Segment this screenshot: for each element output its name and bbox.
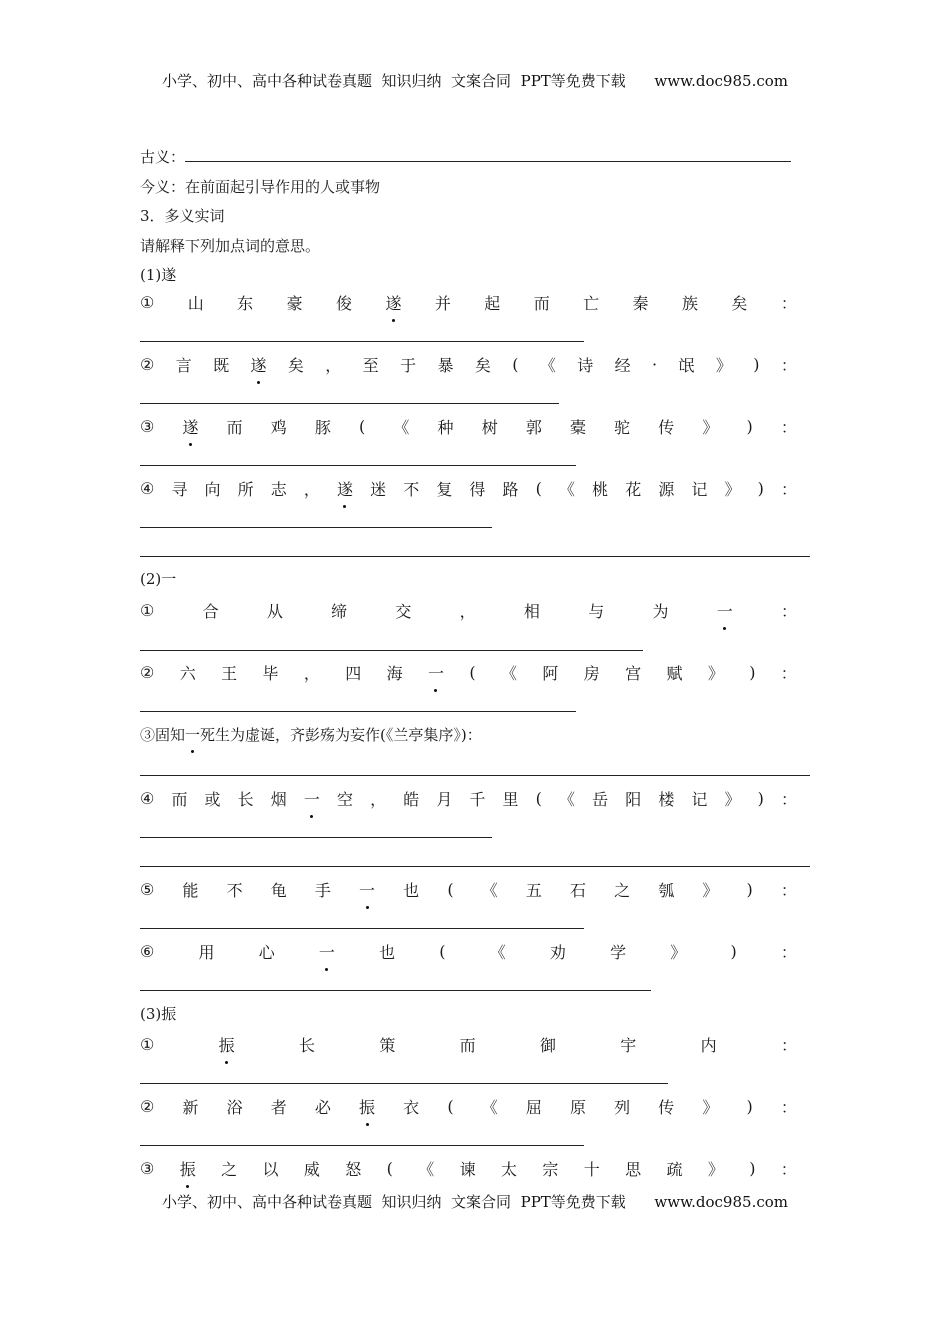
question-char: 得 xyxy=(469,479,486,499)
question-char: ： xyxy=(780,417,797,437)
question-char: 或 xyxy=(204,789,221,809)
question-char: ： xyxy=(780,663,797,683)
question-char: 策 xyxy=(379,1035,396,1055)
question-char: 》 xyxy=(707,663,724,683)
question-char: 缔 xyxy=(331,601,348,621)
dotted-word: 一 xyxy=(185,726,201,744)
question-char: 必 xyxy=(314,1097,331,1117)
answer-line[interactable] xyxy=(140,341,584,342)
question-char: 宫 xyxy=(625,663,642,683)
question-char: 郭 xyxy=(525,417,542,437)
question-char: 《 xyxy=(558,479,575,499)
answer-line[interactable] xyxy=(140,465,576,466)
question-text-before: ③固知 xyxy=(140,726,186,744)
gu-yi-label: 古义： xyxy=(140,148,186,166)
question-char: 俊 xyxy=(336,293,353,313)
question-char: ， xyxy=(370,789,387,809)
question-char: 》 xyxy=(702,880,719,900)
question-char: 豪 xyxy=(286,293,303,313)
question-char: ( xyxy=(535,788,542,808)
question-char: 暴 xyxy=(437,355,454,375)
dotted-word: 遂 xyxy=(385,291,401,314)
question-char: ( xyxy=(447,879,454,899)
dotted-word: 振 xyxy=(359,1095,375,1118)
question-text-after: 死生为虚诞，齐彭殇为妄作(《兰亭集序》)： xyxy=(200,726,482,744)
question-char: 新 xyxy=(182,1097,199,1117)
question-row xyxy=(140,598,797,622)
question-row xyxy=(140,1094,797,1118)
question-char: 劝 xyxy=(549,942,566,962)
question-char: ⑤ xyxy=(140,879,155,899)
question-char: 至 xyxy=(362,355,379,375)
answer-line[interactable] xyxy=(140,837,492,838)
question-row xyxy=(140,1156,797,1180)
question-char: 龟 xyxy=(270,880,287,900)
question-char: 山 xyxy=(187,293,204,313)
answer-line[interactable] xyxy=(140,556,810,557)
question-char: 矣 xyxy=(731,293,748,313)
dotted-word: 一 xyxy=(304,787,320,810)
question-char: 氓 xyxy=(678,355,695,375)
question-char: 不 xyxy=(226,880,243,900)
question-char: 用 xyxy=(198,942,215,962)
question-char: 原 xyxy=(569,1097,586,1117)
question-char: 《 xyxy=(539,355,556,375)
question-char: 《 xyxy=(418,1159,435,1179)
question-char: 皓 xyxy=(403,789,420,809)
question-char: 岳 xyxy=(592,789,609,809)
question-char: 合 xyxy=(202,601,219,621)
question-char: 瓠 xyxy=(658,880,675,900)
question-char: 十 xyxy=(583,1159,600,1179)
question-char: 千 xyxy=(469,789,486,809)
question-char: 烟 xyxy=(270,789,287,809)
answer-line[interactable] xyxy=(140,650,643,651)
question-char: 志 xyxy=(270,479,287,499)
question-char: ④ xyxy=(140,478,155,498)
question-char: 之 xyxy=(614,880,631,900)
answer-line[interactable] xyxy=(140,866,810,867)
question-char: 赋 xyxy=(666,663,683,683)
question-char: 长 xyxy=(298,1035,315,1055)
question-char: 《 xyxy=(393,417,410,437)
question-char: 于 xyxy=(400,355,417,375)
question-char: 既 xyxy=(213,355,230,375)
question-char: 矣 xyxy=(287,355,304,375)
question-char: 所 xyxy=(237,479,254,499)
question-char: 也 xyxy=(379,942,396,962)
question-char: ③ xyxy=(140,1158,155,1178)
gu-yi-line xyxy=(140,146,791,167)
question-char: 阳 xyxy=(625,789,642,809)
answer-line[interactable] xyxy=(140,403,559,404)
question-char: 之 xyxy=(221,1159,238,1179)
question-row xyxy=(140,877,797,901)
question-char: ③ xyxy=(140,416,155,436)
question-row xyxy=(140,414,797,438)
question-char: ： xyxy=(780,1159,797,1179)
question-char: 言 xyxy=(175,355,192,375)
question-char: 楼 xyxy=(658,789,675,809)
question-char: 宗 xyxy=(542,1159,559,1179)
question-char: 月 xyxy=(436,789,453,809)
question-char: 鸡 xyxy=(270,417,287,437)
question-char: 记 xyxy=(691,479,708,499)
question-char: 《 xyxy=(489,942,506,962)
answer-line[interactable] xyxy=(140,527,492,528)
question-char: 交 xyxy=(395,601,412,621)
question-row xyxy=(140,1032,797,1056)
question-char: 桃 xyxy=(592,479,609,499)
question-char: 谏 xyxy=(459,1159,476,1179)
dotted-word: 遂 xyxy=(251,353,267,376)
question-char: 与 xyxy=(588,601,605,621)
question-row xyxy=(140,290,797,314)
question-char: 而 xyxy=(459,1035,476,1055)
question-char: 《 xyxy=(481,1097,498,1117)
question-char: ( xyxy=(535,478,542,498)
answer-line[interactable] xyxy=(140,711,576,712)
question-char: 屈 xyxy=(525,1097,542,1117)
question-char: 豚 xyxy=(314,417,331,437)
question-char: 衣 xyxy=(403,1097,420,1117)
question-char: 思 xyxy=(625,1159,642,1179)
question-char: 寻 xyxy=(171,479,188,499)
question-char: ( xyxy=(439,941,446,961)
question-char: ) xyxy=(730,941,737,961)
question-char: 》 xyxy=(702,417,719,437)
question-char: 源 xyxy=(658,479,675,499)
question-char: ④ xyxy=(140,788,155,808)
question-char: ② xyxy=(140,354,155,374)
question-char: 并 xyxy=(434,293,451,313)
question-char: ) xyxy=(746,416,753,436)
question-char: 》 xyxy=(724,479,741,499)
question-char: 浴 xyxy=(226,1097,243,1117)
question-char: ： xyxy=(780,942,797,962)
question-char: ： xyxy=(780,293,797,313)
question-char: 》 xyxy=(715,355,732,375)
group-title: (2)一 xyxy=(140,570,177,588)
question-char: ， xyxy=(459,601,476,621)
question-char: 怒 xyxy=(345,1159,362,1179)
dotted-word: 振 xyxy=(180,1157,196,1180)
question-char: ) xyxy=(749,662,756,682)
dotted-word: 一 xyxy=(359,878,375,901)
question-char: ② xyxy=(140,1096,155,1116)
dotted-word: 一 xyxy=(717,599,733,622)
question-char: ) xyxy=(757,788,764,808)
question-char: 四 xyxy=(345,663,362,683)
question-char: 树 xyxy=(481,417,498,437)
group-title: (3)振 xyxy=(140,1005,177,1023)
answer-line[interactable] xyxy=(140,1083,668,1084)
question-char: 者 xyxy=(270,1097,287,1117)
question-char: ) xyxy=(749,1158,756,1178)
question-char: ) xyxy=(746,1096,753,1116)
question-char: ① xyxy=(140,600,155,620)
question-char: 橐 xyxy=(569,417,586,437)
question-char: ( xyxy=(359,416,366,436)
question-char: ， xyxy=(325,355,342,375)
question-char: 起 xyxy=(484,293,501,313)
question-char: 》 xyxy=(724,789,741,809)
question-row xyxy=(140,939,797,963)
question-char: ① xyxy=(140,1034,155,1054)
answer-line[interactable] xyxy=(140,775,810,776)
section-title: 3．多义实词 xyxy=(140,207,225,225)
question-char: ) xyxy=(757,478,764,498)
question-row xyxy=(140,476,797,500)
question-char: 五 xyxy=(525,880,542,900)
question-char: 以 xyxy=(262,1159,279,1179)
question-char: 族 xyxy=(681,293,698,313)
question-char: 传 xyxy=(658,417,675,437)
question-char: 《 xyxy=(481,880,498,900)
question-char: 秦 xyxy=(632,293,649,313)
question-char: 从 xyxy=(266,601,283,621)
question-char: 传 xyxy=(658,1097,675,1117)
question-char: ( xyxy=(447,1096,454,1116)
question-char: 学 xyxy=(610,942,627,962)
question-char: 宇 xyxy=(620,1035,637,1055)
question-char: 威 xyxy=(303,1159,320,1179)
question-char: 石 xyxy=(569,880,586,900)
question-char: 《 xyxy=(500,663,517,683)
group-title: (1)遂 xyxy=(140,266,177,284)
question-char: 里 xyxy=(502,789,519,809)
question-char: 东 xyxy=(237,293,254,313)
question-char: 御 xyxy=(539,1035,556,1055)
answer-line[interactable] xyxy=(140,1145,584,1146)
question-char: 记 xyxy=(691,789,708,809)
question-char: 能 xyxy=(182,880,199,900)
question-char: 房 xyxy=(583,663,600,683)
answer-blank[interactable] xyxy=(185,147,791,162)
question-char: ： xyxy=(780,880,797,900)
page-header: 小学、初中、高中各种试卷真题 知识归纳 文案合同 PPT等免费下载 www.doc985.com xyxy=(161,72,788,90)
question-char: 路 xyxy=(502,479,519,499)
question-char: 阿 xyxy=(542,663,559,683)
question-char: 太 xyxy=(500,1159,517,1179)
question-char: 空 xyxy=(336,789,353,809)
question-row xyxy=(140,352,797,376)
question-char: 花 xyxy=(625,479,642,499)
question-char: ： xyxy=(780,1035,797,1055)
question-char: ： xyxy=(780,601,797,621)
question-char: 矣 xyxy=(474,355,491,375)
question-char: ( xyxy=(386,1158,393,1178)
answer-line[interactable] xyxy=(140,990,651,991)
question-char: 内 xyxy=(700,1035,717,1055)
question-row xyxy=(140,724,482,745)
question-char: ( xyxy=(512,354,519,374)
page-footer: 小学、初中、高中各种试卷真题 知识归纳 文案合同 PPT等免费下载 www.doc985.com xyxy=(161,1193,788,1211)
question-char: 向 xyxy=(204,479,221,499)
dotted-word: 遂 xyxy=(337,477,353,500)
question-char: 》 xyxy=(702,1097,719,1117)
question-char: ) xyxy=(753,354,760,374)
question-char: 而 xyxy=(533,293,550,313)
answer-line[interactable] xyxy=(140,928,584,929)
question-char: ： xyxy=(780,355,797,375)
question-char: 而 xyxy=(171,789,188,809)
question-char: 种 xyxy=(437,417,454,437)
question-char: 为 xyxy=(652,601,669,621)
question-char: 王 xyxy=(221,663,238,683)
question-row xyxy=(140,786,797,810)
question-char: 驼 xyxy=(614,417,631,437)
question-row xyxy=(140,660,797,684)
question-char: 长 xyxy=(237,789,254,809)
question-char: ： xyxy=(780,479,797,499)
question-char: ( xyxy=(469,662,476,682)
question-char: 迷 xyxy=(370,479,387,499)
question-char: 六 xyxy=(179,663,196,683)
question-char: 列 xyxy=(614,1097,631,1117)
question-char: 》 xyxy=(707,1159,724,1179)
question-char: 也 xyxy=(403,880,420,900)
question-char: ② xyxy=(140,662,155,682)
question-char: ： xyxy=(780,789,797,809)
question-char: ： xyxy=(780,1097,797,1117)
question-char: 疏 xyxy=(666,1159,683,1179)
question-char: 心 xyxy=(258,942,275,962)
question-char: 毕 xyxy=(262,663,279,683)
question-char: 》 xyxy=(670,942,687,962)
question-char: 相 xyxy=(523,601,540,621)
question-char: ) xyxy=(746,879,753,899)
question-char: · xyxy=(652,354,658,374)
question-char: ⑥ xyxy=(140,941,155,961)
question-char: ， xyxy=(303,479,320,499)
question-char: ， xyxy=(303,663,320,683)
question-char: 而 xyxy=(226,417,243,437)
dotted-word: 振 xyxy=(219,1033,235,1056)
question-char: 经 xyxy=(614,355,631,375)
question-char: 亡 xyxy=(583,293,600,313)
question-char: 海 xyxy=(386,663,403,683)
question-char: 诗 xyxy=(577,355,594,375)
dotted-word: 遂 xyxy=(182,415,198,438)
question-char: ① xyxy=(140,292,155,312)
question-char: 《 xyxy=(558,789,575,809)
question-char: 复 xyxy=(436,479,453,499)
instruction: 请解释下列加点词的意思。 xyxy=(140,237,321,255)
question-char: 手 xyxy=(314,880,331,900)
dotted-word: 一 xyxy=(428,661,444,684)
dotted-word: 一 xyxy=(319,940,335,963)
jin-yi-line: 今义：在前面起引导作用的人或事物 xyxy=(140,178,381,196)
question-char: 不 xyxy=(403,479,420,499)
